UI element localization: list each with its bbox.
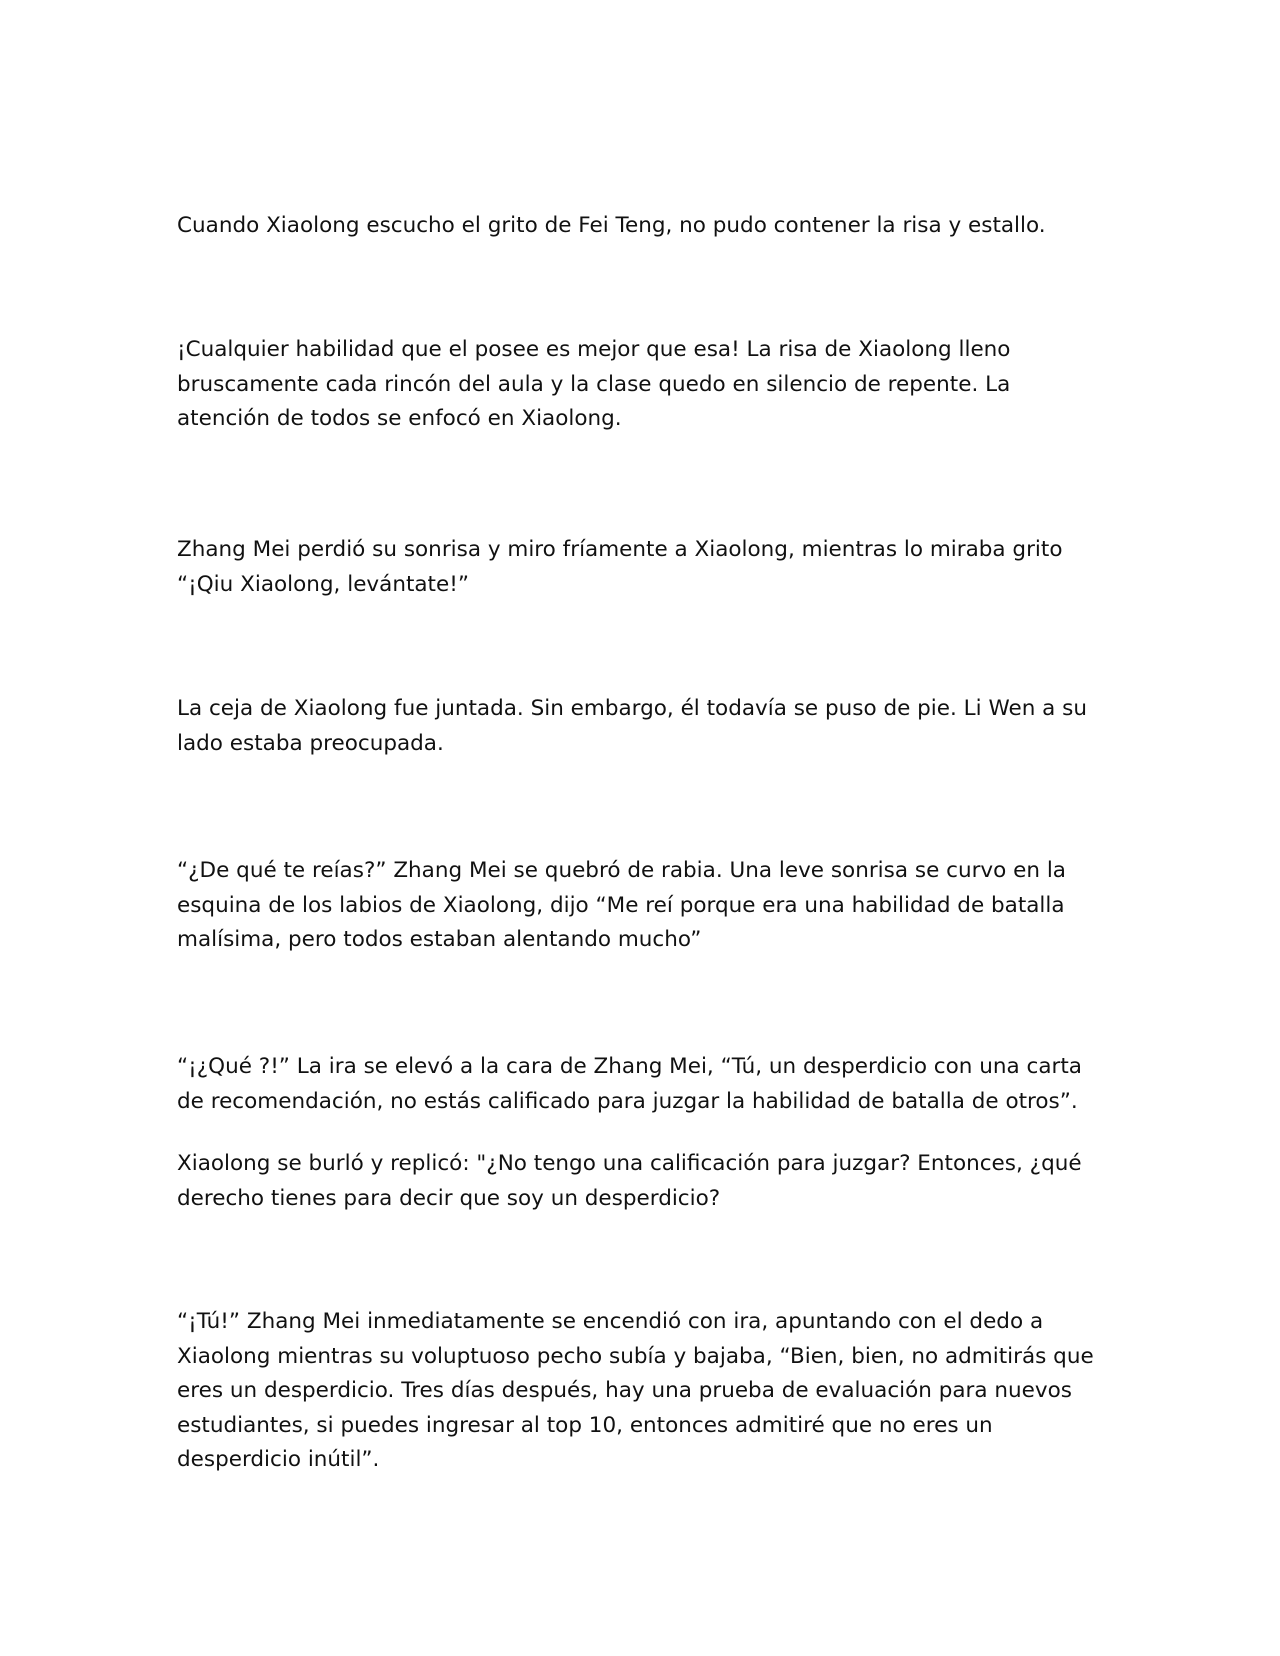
paragraph: Cuando Xiaolong escucho el grito de Fei Teng, no pudo contener la risa y estallo. bbox=[177, 213, 1046, 238]
paragraph: “¿De qué te reías?” Zhang Mei se quebró de rabia. Una leve sonrisa se curvo en la esquina de los labios de Xiaolong, dijo “Me reí porque era una habilidad de batalla malísima, pero todos estaban alentando mucho” bbox=[177, 858, 1066, 952]
paragraph: La ceja de Xiaolong fue juntada. Sin embargo, él todavía se puso de pie. Li Wen a su lado estaba preocupada. bbox=[177, 696, 1087, 756]
paragraph: Xiaolong se burló y replicó: "¿No tengo una calificación para juzgar? Entonces, ¿qué derecho tienes para decir que soy un desperdicio? bbox=[177, 1151, 1082, 1211]
paragraph: Zhang Mei perdió su sonrisa y miro fríamente a Xiaolong, mientras lo miraba grito “¡Qiu Xiaolong, levántate!” bbox=[177, 537, 1063, 597]
paragraph: “¡¿Qué ?!” La ira se elevó a la cara de Zhang Mei, “Tú, un desperdicio con una carta de recomendación, no estás calificado para juzgar la habilidad de batalla de otros”. bbox=[177, 1054, 1082, 1114]
paragraph: ¡Cualquier habilidad que el posee es mejor que esa! La risa de Xiaolong lleno bruscamente cada rincón del aula y la clase quedo en silencio de repente. La atención de todos se enfocó en Xiaolong. bbox=[177, 337, 1011, 431]
paragraph: “¡Tú!” Zhang Mei inmediatamente se encendió con ira, apuntando con el dedo a Xiaolong mientras su voluptuoso pecho subía y bajaba, “Bien, bien, no admitirás que eres un desperdicio. Tres días después, hay una prueba de evaluación para nuevos estudiantes, si puedes ingresar al top 10, entonces admitiré que no eres un desperdicio inútil”. bbox=[177, 1309, 1094, 1472]
